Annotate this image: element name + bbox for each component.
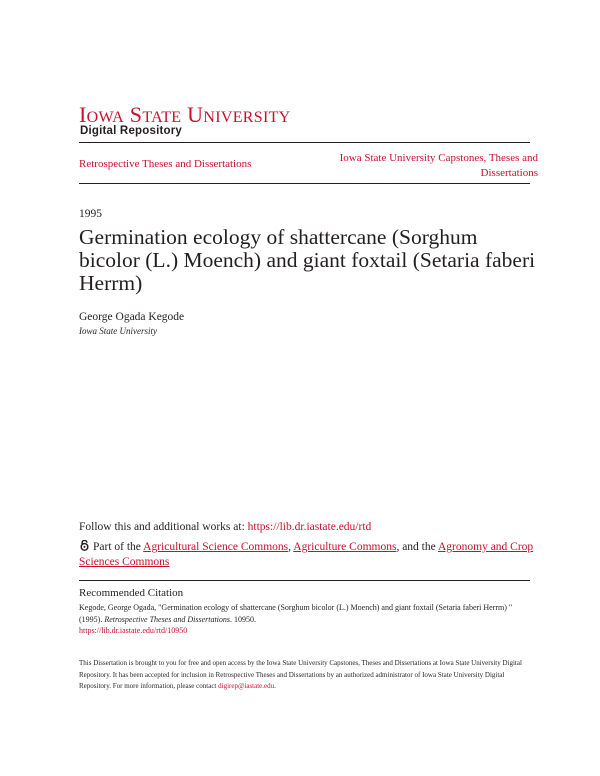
author-name: George Ogada Kegode bbox=[79, 311, 185, 323]
agronomy-crop-sciences-commons-link[interactable]: Agronomy and Crop Sciences Commons bbox=[79, 541, 534, 568]
logo-smallcaps: TATE bbox=[142, 109, 182, 126]
collection-link-capstones[interactable]: Iowa State University Capstones, Theses and Dissertations bbox=[339, 152, 538, 179]
agriculture-commons-link[interactable]: Agriculture Commons bbox=[293, 541, 397, 553]
follow-line bbox=[79, 521, 371, 533]
repository-name: Digital Repository bbox=[80, 125, 183, 137]
header-divider bbox=[79, 142, 530, 143]
part-of-separator: , and the bbox=[396, 541, 438, 553]
citation-divider bbox=[79, 580, 530, 581]
follow-label: Follow this and additional works at: bbox=[79, 521, 248, 533]
open-access-icon bbox=[79, 540, 90, 551]
logo-letter: I bbox=[79, 102, 87, 127]
citation-body bbox=[79, 602, 534, 637]
access-note-text: This Dissertation is brought to you for free and open access by the Iowa State University Capstones, Theses and Dissertations at Iowa State University Digital Repository. It has been accepted for inclusion in Retrospective Theses and Dissertations by an authorized administrator of Iowa State University Digital Repository. For more information, please contact bbox=[79, 659, 522, 690]
access-note-end: . bbox=[274, 682, 276, 690]
author-institution: Iowa State University bbox=[79, 326, 157, 336]
publication-year: 1995 bbox=[79, 208, 102, 220]
citation-series: Retrospective Theses and Dissertations bbox=[104, 614, 231, 624]
citation-link[interactable]: https://lib.dr.iastate.edu/rtd/10950 bbox=[79, 626, 188, 635]
part-of-separator: , bbox=[288, 541, 294, 553]
part-of-line bbox=[79, 540, 539, 570]
part-of-prefix: Part of the bbox=[93, 541, 144, 553]
logo-smallcaps: NIVERSITY bbox=[203, 109, 291, 126]
logo-smallcaps: OWA bbox=[86, 109, 124, 126]
collection-link-rtd[interactable]: Retrospective Theses and Dissertations bbox=[79, 158, 252, 170]
agricultural-science-commons-link[interactable]: Agricultural Science Commons bbox=[143, 541, 289, 553]
access-note bbox=[79, 658, 534, 693]
citation-heading: Recommended Citation bbox=[79, 587, 184, 599]
logo-letter: U bbox=[181, 102, 204, 127]
document-title: Germination ecology of shattercane (Sorghum bicolor (L.) Moench) and giant foxtail (Setaria faberi Herrm) bbox=[79, 225, 536, 295]
citation-number: . 10950. bbox=[230, 614, 257, 624]
follow-link[interactable]: https://lib.dr.iastate.edu/rtd bbox=[247, 521, 372, 533]
citation-text: Kegode, George Ogada, "Germination ecology of shattercane (Sorghum bicolor (L.) Moench) and giant foxtail (Setaria faberi Herrm) " (1995). bbox=[79, 603, 513, 624]
logo-letter: S bbox=[123, 102, 143, 127]
contact-email-link[interactable]: digirep@iastate.edu bbox=[218, 682, 275, 690]
collections-divider bbox=[79, 183, 530, 184]
